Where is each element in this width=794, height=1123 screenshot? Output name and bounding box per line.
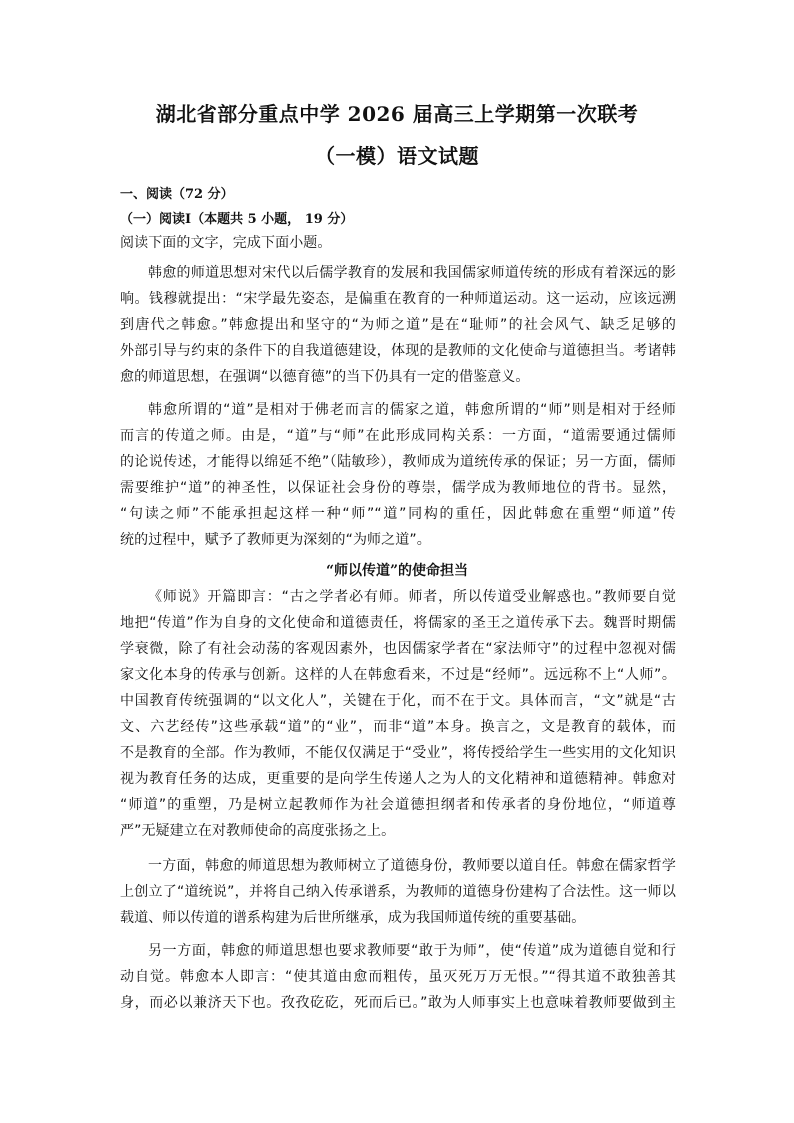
text-line: 严”无疑建立在对教师使命的高度张扬之上。: [120, 823, 396, 839]
text-line: 《师说》开篇即言：“古之学者必有师。师者，所以传道受业解惑也。”教师要自觉: [148, 589, 676, 605]
text-line: 家文化本身的传承与创新。这样的人在韩愈看来，不过是“经师”。远远称不上“人师”。: [120, 667, 676, 683]
text-line: 中国教育传统强调的“以文化人”，关键在于化，而不在于文。具体而言，“文”就是“古: [120, 693, 676, 709]
document-subtitle: （一模）语文试题: [315, 144, 479, 168]
text-line: 而言的传道之师。由是，“道”与“师”在此形成同构关系：一方面，“道需要通过儒师: [120, 428, 676, 444]
text-line: 身，而必以兼济天下也。孜孜矻矻，死而后已。”敢为人师事实上也意味着教师要做到主: [120, 995, 676, 1011]
text-line: 统的过程中，赋予了教师更为深刻的“为师之道”。: [120, 532, 431, 548]
text-line: 学衰微，除了有社会动荡的客观因素外，也因儒家学者在“家法师守”的过程中忽视对儒: [120, 641, 676, 657]
subsection-heading: （一）阅读Ⅰ（本题共 5 小题， 19 分）: [120, 212, 354, 227]
text-line: 外部引导与约束的条件下的自我道德建设，体现的是教师的文化使命与道德担当。考诸韩: [120, 343, 676, 359]
text-line: “师道”的重塑，乃是树立起教师作为社会道德担纲者和传承者的身份地位，“师道尊: [120, 797, 676, 813]
section-heading: 一、阅读（72 分）: [120, 187, 234, 202]
text-line: 到唐代之韩愈。”韩愈提出和坚守的“为师之道”是在“耻师”的社会风气、缺乏足够的: [120, 317, 676, 333]
text-line: 另一方面，韩愈的师道思想也要求教师要“敢于为师”，使“传道”成为道德自觉和行: [148, 943, 676, 959]
text-line: 不是教育的全部。作为教师，不能仅仅满足于“受业”，将传授给学生一些实用的文化知识: [120, 745, 676, 761]
text-line: 需要维护“道”的神圣性，以保证社会身份的尊崇，儒学成为教师地位的背书。显然，: [120, 480, 676, 496]
section-subheading: “师以传道”的使命担当: [325, 563, 469, 579]
text-line: 载道、师以传道的谱系构建为后世所继承，成为我国师道传统的重要基础。: [120, 910, 586, 926]
text-line: 动自觉。韩愈本人即言：“使其道由愈而粗传，虽灭死万万无恨。”“得其道不敢独善其: [120, 969, 676, 985]
text-line: 视为教育任务的达成，更重要的是向学生传递人之为人的文化精神和道德精神。韩愈对: [120, 771, 676, 787]
text-line: 文、六艺经传”这些承载“道”的“业”，而非“道”本身。换言之，文是教育的载体，而: [120, 719, 676, 735]
text-line: 一方面，韩愈的师道思想为教师树立了道德身份，教师要以道自任。韩愈在儒家哲学: [148, 858, 676, 874]
text-line: “句读之师”不能承担起这样一种“师”“道”同构的重任，因此韩愈在重塑“师道”传: [120, 506, 676, 522]
instruction-text: 阅读下面的文字，完成下面小题。: [120, 235, 332, 251]
text-line: 响。钱穆就提出：“宋学最先姿态，是偏重在教育的一种师道运动。这一运动，应该远溯: [120, 291, 676, 307]
text-line: 愈的师道思想，在强调“以德育德”的当下仍具有一定的借鉴意义。: [120, 369, 530, 385]
text-line: 韩愈所谓的“道”是相对于佛老而言的儒家之道，韩愈所谓的“师”则是相对于经师: [148, 402, 676, 418]
text-line: 地把“传道”作为自身的文化使命和道德责任，将儒家的圣王之道传承下去。魏晋时期儒: [120, 615, 676, 631]
text-line: 的论说传述，才能得以绵延不绝”（陆敏珍），教师成为道统传承的保证；另一方面，儒师: [120, 454, 676, 470]
text-line: 韩愈的师道思想对宋代以后儒学教育的发展和我国儒家师道传统的形成有着深远的影: [148, 265, 676, 281]
text-line: 上创立了“道统说”，并将自己纳入传承谱系，为教师的道德身份建构了合法性。这一师以: [120, 884, 676, 900]
document-title: 湖北省部分重点中学 2026 届高三上学期第一次联考: [155, 102, 639, 126]
